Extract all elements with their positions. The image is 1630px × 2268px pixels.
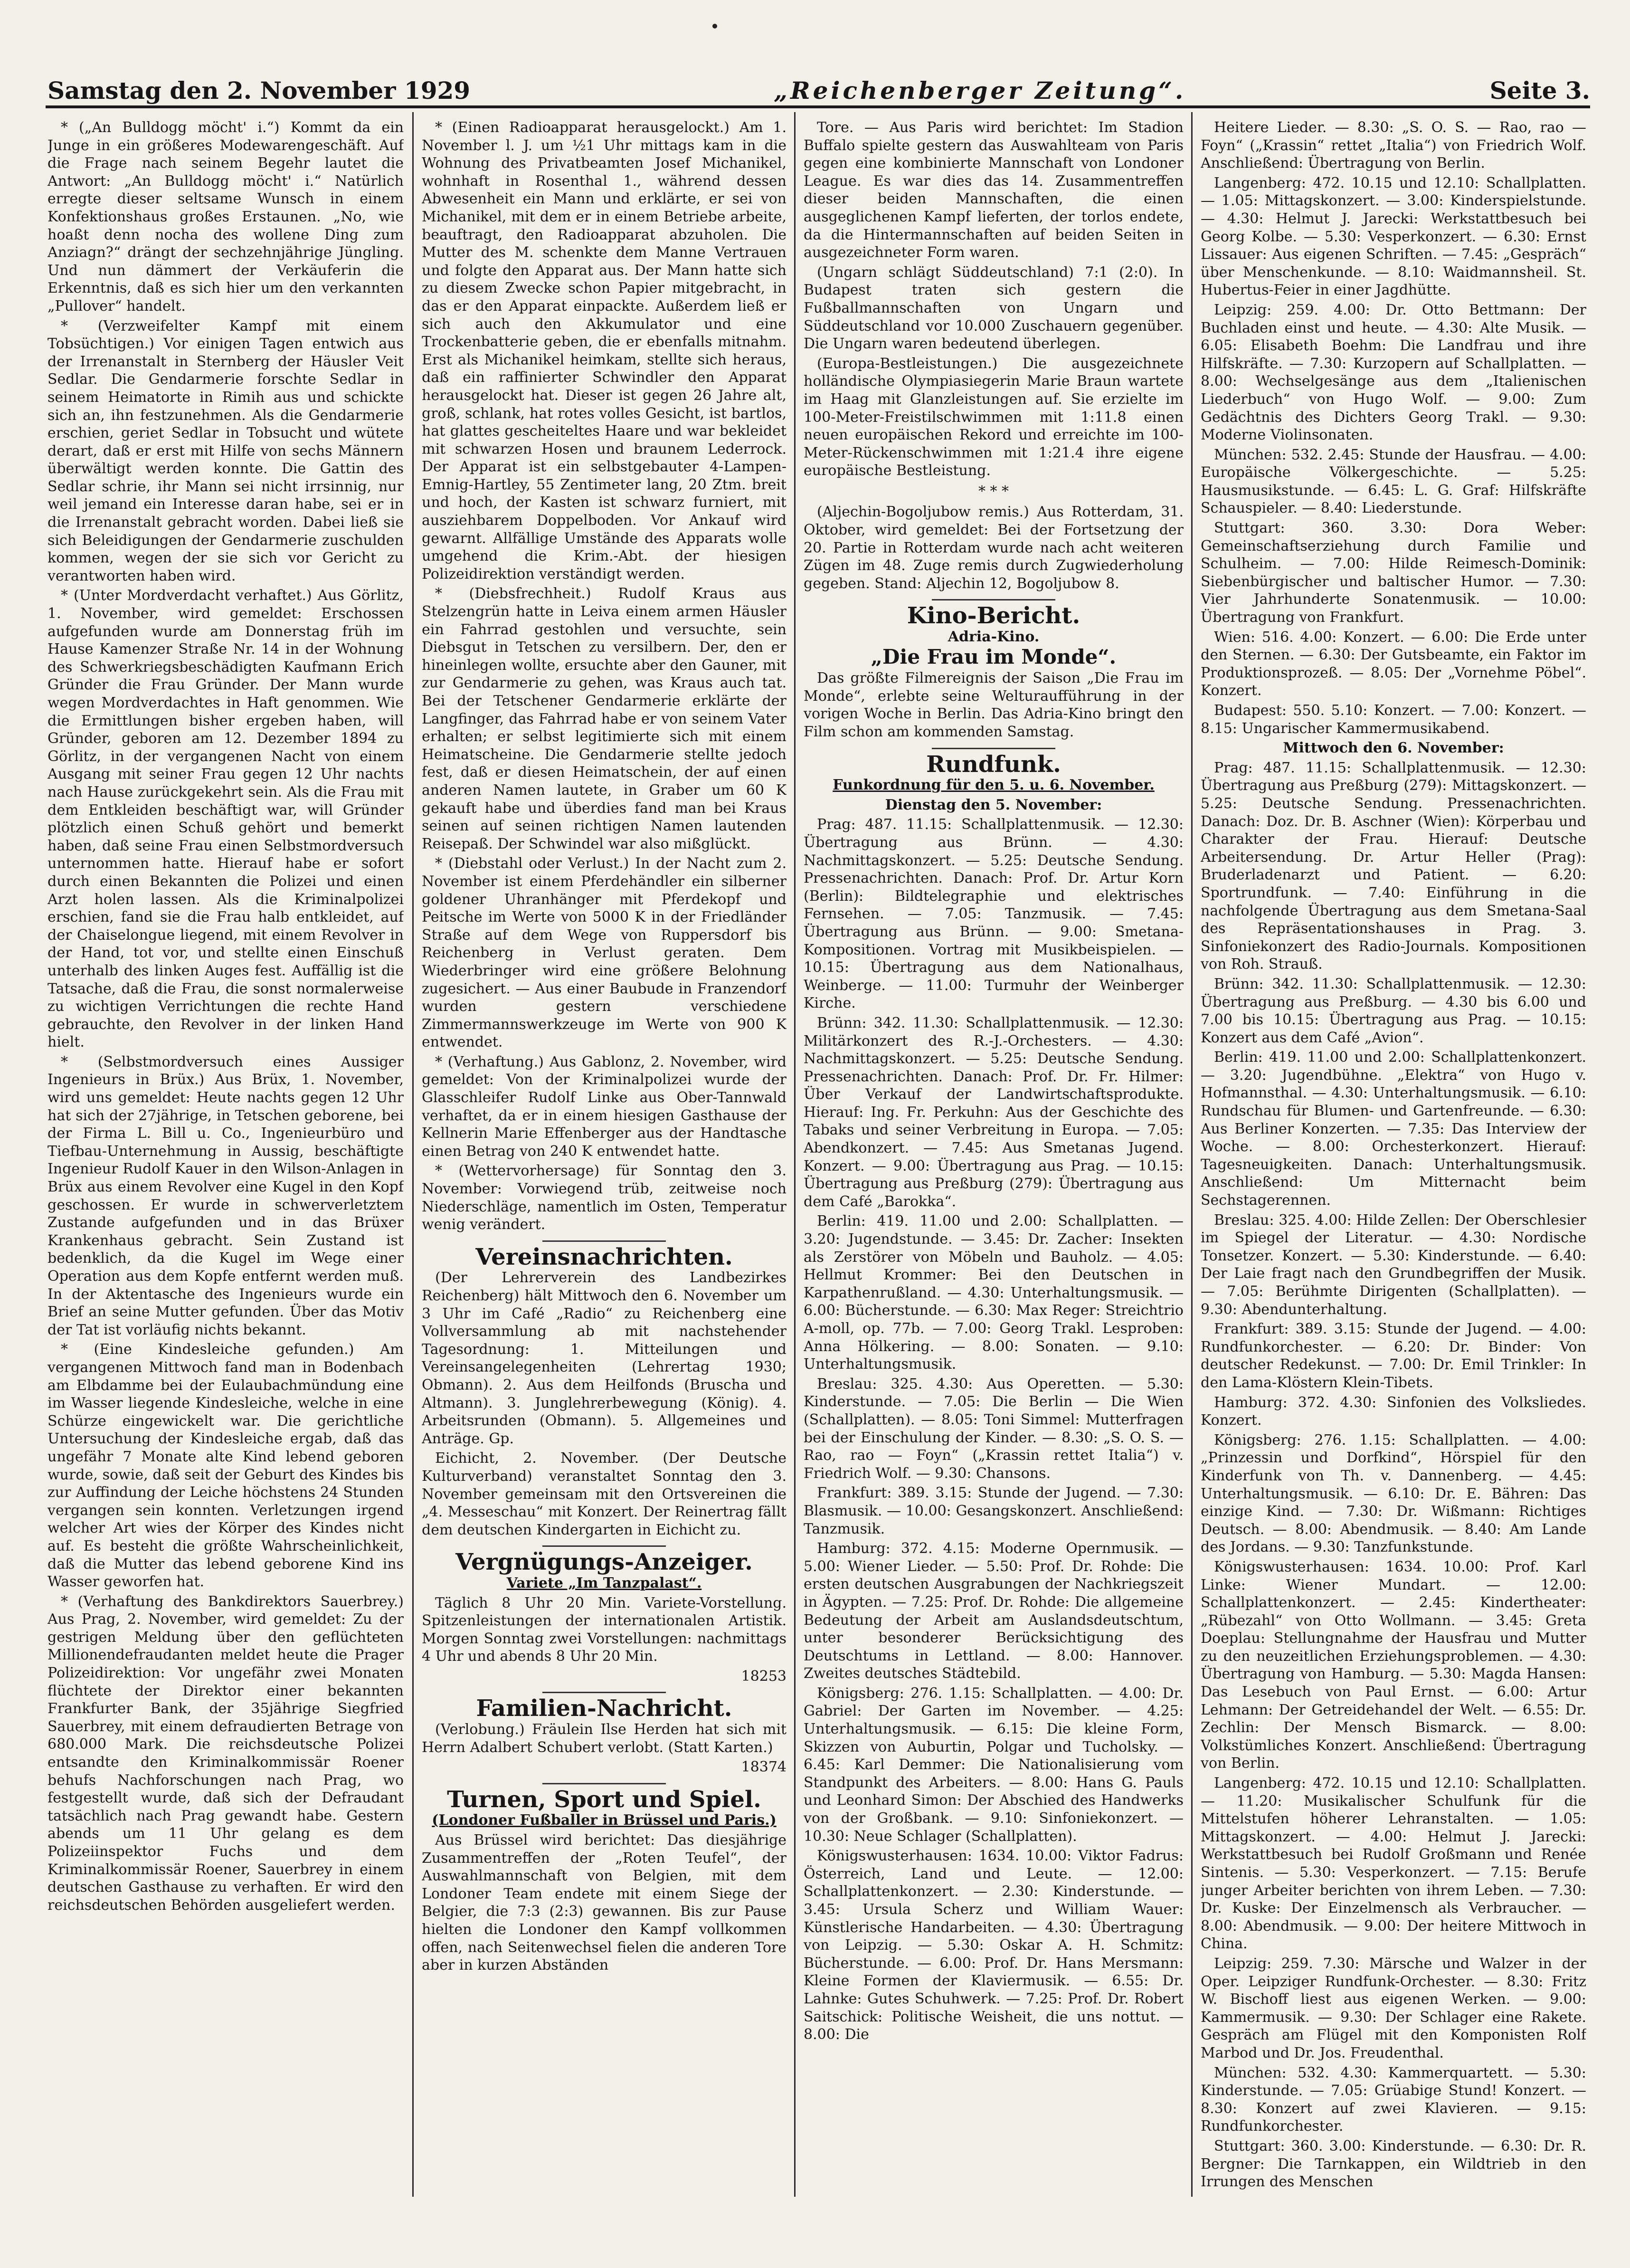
radio-station: Stuttgart: 360. 3.00: Kinderstunde. — 6.30: Dr. R. Bergner: Die Tarnkappen, ein Wildtrieb in den Irrungen des Menschen xyxy=(1201,2137,1586,2191)
article: * (Eine Kindesleiche gefunden.) Am vergangenen Mittwoch fand man in Bodenbach am Elbdamme bei der Eulaubachmündung eine im Wasser liegende Kindesleiche, welche in eine Schürze eingewickelt war. Die gerichtliche Untersuchung der Kindesleiche ergab, daß das ungefähr 7 Monate alte Kind lebend geboren wurde, sowie, daß seit der Geburt des Kindes bis zur Auffindung der Leiche höchstens 24 Stunden vergangen sein konnten. Verletzungen irgend welcher Art wies der Körper des Kindes nicht auf. Es besteht die größte Wahrscheinlichkeit, daß die Mutter das lebend geborene Kind ins Wasser geworfen hat. xyxy=(47,1341,404,1591)
header-rule xyxy=(46,105,1590,108)
radio-station: Hamburg: 372. 4.15: Moderne Opernmusik. — 5.00: Wiener Lieder. — 5.50: Prof. Dr. Rohde: Die ersten deutschen Ausgrabungen der Nachkriegszeit in Ägypten. — 7.25: Prof. Dr. Rohde: Die allgemeine Bedeutung der Arbeit am Auslandsdeutschtum, unter besonderer Berücksichtigung des Deutschtums in Lettland. — 8.00: Hannover. Zweites deutsches Städtebild. xyxy=(804,1540,1184,1682)
radio-station: Brünn: 342. 11.30: Schallplattenmusik. — 12.30: Militärkonzert des R.-J.-Orchesters. — 4.30: Nachmittagskonzert. — 5.25: Deutsche Sendung. Pressenachrichten. Danach: Prof. Dr. Fr. Hilmer: Über Verkauf der Landwirtschaftsprodukte. Hierauf: Ing. Fr. Perkuhn: Aus der Geschichte des Tabaks und seiner Verbreitung in Europa. — 7.05: Abendkonzert. — 7.45: Aus Smetanas Jugend. Konzert. — 9.00: Übertragung aus Prag. — 10.15: Übertragung aus Preßburg (279): Übertragung aus dem Café „Barokka“. xyxy=(804,1014,1184,1210)
rundfunk-day: Mittwoch den 6. November: xyxy=(1283,740,1504,757)
radio-station: Wien: 516. 4.00: Konzert. — 6.00: Die Erde unter den Sternen. — 6.30: Der Gutsbeamte, ein Faktor im Produktionsprozeß. — 8.05: Der „Vornehme Pöbel“. Konzert. xyxy=(1201,629,1586,699)
article: * (Verzweifelter Kampf mit einem Tobsüchtigen.) Vor einigen Tagen entwich aus der Irrenanstalt in Sternberg der Häusler Veit Sedlar. Die Gendarmerie forschte Sedlar in seinem Heimatorte in Rimih aus und schickte sich an, ihn festzunehmen. Als die Gendarmerie erschien, geriet Sedlar in Tobsucht und wütete derart, daß er erst mit Hilfe von sechs Männern überwältigt werden konnte. Die Gattin des Sedlar schrie, ihr Mann sei nicht irrsinnig, nur weil jemand ein Interesse daran habe, sei er in die Irrenanstalt gebracht worden. Dabei ließ sie sich Beleidigungen der Gendarmerie zuschulden kommen, wegen der sie sich vor Gericht zu verantworten haben wird. xyxy=(47,317,404,584)
radio-station: Brünn: 342. 11.30: Schallplattenmusik. — 12.30: Übertragung aus Preßburg. — 4.30 bis 6.00 und 7.00 bis 10.15: Übertragung aus Prag. — 10.15: Konzert aus dem Café „Avion“. xyxy=(1201,975,1586,1046)
radio-station: Prag: 487. 11.15: Schallplattenmusik. — 12.30: Übertragung aus Brünn. — 4.30: Nachmittagskonzert. — 5.25: Deutsche Sendung. Pressenachrichten. Danach: Prof. Dr. Artur Korn (Berlin): Bildtelegraphie und elektrisches Fernsehen. — 7.05: Tanzmusik. — 7.45: Übertragung aus Brünn. — 9.00: Smetana-Kompositionen. Vortrag mit Musikbeispielen. — 10.15: Übertragung aus dem Nationalhaus, Weinberge. — 11.00: Turmuhr der Weinberger Kirche. xyxy=(804,816,1184,1012)
radio-station: Heitere Lieder. — 8.30: „S. O. S. — Rao, rao — Foyn“ („Krassin“ rettet „Italia“) von Friedrich Wolf. Anschließend: Übertragung von Berlin. xyxy=(1201,119,1586,172)
column-2 xyxy=(422,119,787,2197)
radio-station: Langenberg: 472. 10.15 und 12.10: Schallplatten. — 1.05: Mittagskonzert. — 3.00: Kinderspielstunde. — 4.30: Helmut J. Jarecki: Werkstattbesuch bei Georg Kolbe. — 5.30: Vesperkonzert. — 6.30: Ernst Lissauer: Aus eigenen Schriften. — 7.45: „Gespräch“ über Menschenkunde. — 8.10: Waidmannsheil. St. Hubertus-Feier in einer Jagdhütte. xyxy=(1201,174,1586,299)
column-rule xyxy=(794,112,796,2197)
radio-station: Königsberg: 276. 1.15: Schallplatten. — 4.00: Dr. Gabriel: Der Garten im November. — 4.25: Unterhaltungsmusik. — 6.15: Die kleine Form, Skizzen von Auburtin, Polgar und Tucholsky. — 6.45: Karl Demmer: Die Nationalisierung vom Standpunkt des Arbeiters. — 8.00: Hans G. Pauls und Leonhard Simon: Der Abschied des Handwerks von der Großbank. — 9.10: Sinfoniekonzert. — 10.30: Neue Schlager (Schallplatten). xyxy=(804,1685,1184,1845)
article: Aus Brüssel wird berichtet: Das diesjährige Zusammentreffen der „Roten Teufel“, der Auswahlmannschaft von Belgien, mit dem Londoner Team endete mit einem Siege der Belgier, die 7:3 (2:3) gewannen. Bis zur Pause hielten die Londoner den Kampf vollkommen offen, nach Seitenwechsel fielen die anderen Tore aber in kurzen Abständen xyxy=(422,1832,787,1974)
section-title-familien-nachricht: Familien-Nachricht. xyxy=(476,1695,732,1722)
radio-station: Budapest: 550. 5.10: Konzert. — 7.00: Konzert. — 8.15: Ungarischer Kammermusikabend. xyxy=(1201,702,1586,737)
radio-station: Berlin: 419. 11.00 und 2.00: Schallplattenkonzert. — 3.20: Jugendbühne. „Elektra“ von Hugo v. Hofmannsthal. — 4.30: Unterhaltungsmusik. — 6.10: Rundschau für Blumen- und Gartenfreunde. — 6.30: Aus Berliner Konzerten. — 7.35: Das Interview der Woche. — 8.00: Orchesterkonzert. Hierauf: Tagesneuigkeiten. Danach: Unterhaltungsmusik. Anschließend: Um Mitternacht beim Sechstagerennen. xyxy=(1201,1049,1586,1209)
sport-subtitle: (Londoner Fußballer in Brüssel und Paris.) xyxy=(432,1812,777,1829)
radio-station: Langenberg: 472. 10.15 und 12.10: Schallplatten. — 11.20: Musikalischer Schulfunk für die Mittelstufen höherer Lehranstalten. — 1.05: Mittagskonzert. — 4.00: Helmut J. Jarecki: Werkstattbesuch bei Rudolf Großmann und Renée Sintenis. — 5.30: Vesperkonzert. — 7.15: Berufe junger Arbeiter berichten von ihrem Leben. — 7.30: Dr. Kuske: Der Einzelmensch als Verbraucher. — 8.00: Abendmusik. — 9.00: Der heitere Mittwoch in China. xyxy=(1201,1775,1586,1953)
radio-station: Frankfurt: 389. 3.15: Stunde der Jugend. — 7.30: Blasmusik. — 10.00: Gesangskonzert. Anschließend: Tanzmusik. xyxy=(804,1485,1184,1537)
article: * („An Bulldogg möcht' i.“) Kommt da ein Junge in ein größeres Modewarengeschäft. Auf die Frage nach seinem Begehr lautet die Antwort: „An Bulldogg möcht' i.“ Natürlich erregte dieser seltsame Wunsch in einem Konfektionshaus großes Erstaunen. „No, wie hoaßt denn nocha des wollene Ding zum Anziagn?“ drängt der sechzehnjährige Jüngling. Und nun dämmert der Verkäuferin die Erkenntnis, daß es sich hier um den verkannten „Pullover“ handelt. xyxy=(47,119,404,314)
separator-stars: * * * xyxy=(978,483,1009,500)
article: * (Diebstahl oder Verlust.) In der Nacht zum 2. November ist einem Pferdehändler ein silberner goldener Uhranhänger mit Pferdekopf und Peitsche im Werte von 5000 K in der Friedländer Straße auf dem Wege von Ruppersdorf bis Reichenberg in Verlust geraten. Dem Wiederbringer wird eine größere Belohnung zugesichert. — Aus einer Baubude in Franzendorf wurden gestern verschiedene Zimmermannswerkzeuge im Werte von 900 K entwendet. xyxy=(422,855,787,1051)
ad-number: 18253 xyxy=(741,1668,787,1685)
radio-station: Leipzig: 259. 7.30: Märsche und Walzer in der Oper. Leipziger Rundfunk-Orchester. — 8.30: Fritz W. Bischoff liest aus eigenen Werken. — 9.00: Kammermusik. — 9.30: Der Schlager eine Rakete. Gespräch am Flügel mit den Komponisten Rolf Marbod und Dr. Jos. Freudenthal. xyxy=(1201,1955,1586,2061)
page-header xyxy=(47,62,1590,105)
radio-station: Königsberg: 276. 1.15: Schallplatten. — 4.00: „Prinzessin und Dorfkind“, Hörspiel für den Kinderfunk von Th. v. Dannenberg. — 4.45: Unterhaltungsmusik. — 6.10: Dr. E. Bähren: Das einzige Kind. — 7.30: Dr. Wißmann: Richtiges Deutsch. — 8.00: Abendmusik. — 8.40: Am Lande des Jordans. — 9.30: Tanzfunkstunde. xyxy=(1201,1431,1586,1556)
radio-station: Berlin: 419. 11.00 und 2.00: Schallplatten. — 3.20: Jugendstunde. — 3.45: Dr. Zacher: Insekten als Zerstörer von Möbeln und Bauholz. — 4.05: Hellmut Krommer: Bei den Deutschen in Karpathenrußland. — 4.30: Unterhaltungsmusik. — 6.00: Bücherstunde. — 6.30: Max Reger: Streichtrio A-moll, op. 77b. — 7.00: Georg Trakl. Lesproben: Anna Hölkering. — 8.00: Sonaten. — 9.10: Unterhaltungsmusik. xyxy=(804,1213,1184,1373)
article: (Aljechin-Bogoljubow remis.) Aus Rotterdam, 31. Oktober, wird gemeldet: Bei der Fortsetzung der 20. Partie in Rotterdam wurde nach acht weiteren Zügen im 48. Zuge remis durch Zugwiederholung gegeben. Stand: Aljechin 12, Bogoljubow 8. xyxy=(804,504,1184,592)
radio-station: Hamburg: 372. 4.30: Sinfonien des Volksliedes. Konzert. xyxy=(1201,1394,1586,1429)
article: * (Verhaftung.) Aus Gablonz, 2. November, wird gemeldet: Von der Kriminalpolizei wurde der Glasschleifer Rudolf Linke aus Ober-Tannwald verhaftet, da er in einem hiesigen Gasthause der Kellnerin Marie Effenberger aus der Handtasche einen Betrag von 240 K entwendet hatte. xyxy=(422,1053,787,1160)
section-title-vereinsnachrichten: Vereinsnachrichten. xyxy=(475,1243,733,1270)
article: Eichicht, 2. November. (Der Deutsche Kulturverband) veranstaltet Sonntag den 3. November gemeinsam mit den Ortsvereinen die „4. Messeschau“ mit Konzert. Der Reinertrag fällt dem deutschen Kindergarten in Eichicht zu. xyxy=(422,1450,787,1538)
article: (Europa-Bestleistungen.) Die ausgezeichnete holländische Olympiasiegerin Marie Braun wartete im Haag mit Glanzleistungen auf. Sie erzielte im 100-Meter-Freistilschwimmen mit 1:11.8 einen neuen europäischen Rekord und erreichte im 100-Meter-Rückenschwimmen mit 1:21.4 ihre eigene europäische Bestleistung. xyxy=(804,355,1184,479)
header-date: Samstag den 2. November 1929 xyxy=(47,76,471,105)
section-rule xyxy=(932,748,1055,749)
article: (Ungarn schlägt Süddeutschland) 7:1 (2:0). In Budapest traten sich gestern die Fußballmannschaften von Ungarn und Süddeutschland vor 10.000 Zuschauern gegenüber. Die Ungarn waren bedeutend überlegen. xyxy=(804,264,1184,353)
family-notice: (Verlobung.) Fräulein Ilse Herden hat sich mit Herrn Adalbert Schubert verlobt. (Statt Karten.) xyxy=(422,1721,787,1756)
article: * (Wettervorhersage) für Sonntag den 3. November: Vorwiegend trüb, zeitweise noch Niederschläge, namentlich im Osten, Temperatur wenig verändert. xyxy=(422,1163,787,1233)
rundfunk-subtitle: Funkordnung für den 5. u. 6. November. xyxy=(833,777,1155,794)
ad-number: 18374 xyxy=(741,1759,787,1776)
section-rule xyxy=(542,1545,666,1547)
radio-station: Königswusterhausen: 1634. 10.00: Viktor Fadrus: Österreich, Land und Leute. — 12.00: Schallplattenkonzert. — 2.30: Kinderstunde. — 3.45: Ursula Scherz und William Wauer: Künstlerische Handarbeiten. — 4.30: Übertragung von Leipzig. — 5.30: Oskar A. H. Schmitz: Bücherstunde. — 6.00: Prof. Dr. Hans Mersmann: Kleine Formen der Klaviermusik. — 6.55: Dr. Lahnke: Gutes Schuhwerk. — 7.25: Prof. Dr. Robert Saitschick: Politische Weisheit, die uns nottut. — 8.00: Die xyxy=(804,1848,1184,2043)
article: * (Diebsfrechheit.) Rudolf Kraus aus Stelzengrün hatte in Leiva einem armen Häusler ein Fahrrad gestohlen und versuchte, sein Diebsgut in Tetschen zu versilbern. Der, den er hineinlegen wollte, ersuchte aber den Gauner, mit zur Gendarmerie zu gehen, was Kraus auch tat. Bei der Tetschener Gendarmerie erklärte der Langfinger, das Fahrrad habe er von seinem Vater erhalten; er selbst legitimierte sich mit einem Heimatscheine. Die Gendarmerie stellte jedoch fest, daß er diesen Heimatschein, der auf einen anderen Namen lautete, in Graber um 60 K gekauft habe und überdies fand man bei Kraus seinen auf seinen richtigen Namen lautenden Reisepaß. Der Schwindel war also mißglückt. xyxy=(422,585,787,852)
rundfunk-day: Dienstag den 5. November: xyxy=(885,796,1102,813)
kino-film-title: „Die Frau im Monde“. xyxy=(871,645,1117,668)
article: * (Einen Radioapparat herausgelockt.) Am 1. November l. J. um ½1 Uhr mittags kam in die Wohnung des Privatbeamten Josef Michanikel, wohnhaft in Rosenthal 1., während dessen Abwesenheit ein Mann und erklärte, er sei von Michanikel, mit dem er in einem Betriebe arbeite, beauftragt, den Radioapparat abzuholen. Die Mutter des M. schenkte dem Manne Vertrauen und folgte den Apparat aus. Der Mann hatte sich zu diesem Zwecke schon Papier mitgebracht, in das er den Apparat einpackte. Außerdem ließ er sich auch den Akkumulator und eine Trockenbatterie geben, die er ebenfalls mitnahm. Erst als Michanikel heimkam, stellte sich heraus, daß ein raffinierter Schwindler den Apparat herausgelockt hat. Dieser ist gegen 26 Jahre alt, groß, schlank, hat rotes volles Gesicht, ist bartlos, hat glattes gescheiteltes Haare und war bekleidet mit schwarzen Hosen und braunem Lederrock. Der Apparat ist ein selbstgebauter 4-Lampen-Emnig-Hartley, 55 Zentimeter lang, 20 Ztm. breit und hoch, der Kasten ist schwarz furniert, mit ausziehbarem Doppelboden. Vor Ankauf wird gewarnt. Allfällige Umstände des Apparats wolle umgehend die Krim.-Abt. der hiesigen Polizeidirektion verständigt werden. xyxy=(422,119,787,582)
article: Das größte Filmereignis der Saison „Die Frau im Monde“, erlebte seine Welturaufführung in der vorigen Woche in Berlin. Das Adria-Kino bringt den Film schon am kommenden Samstag. xyxy=(804,670,1184,740)
section-title-vergnuegungs-anzeiger: Vergnügungs-Anzeiger. xyxy=(455,1549,753,1576)
article: * (Selbstmordversuch eines Aussiger Ingenieurs in Brüx.) Aus Brüx, 1. November, wird uns gemeldet: Heute nachts gegen 12 Uhr hat sich der 27jährige, in Tetschen geborene, bei der Firma L. Bill u. Co., Ingenieurbüro und Tiefbau-Unternehmung in Aussig, beschäftigte Ingenieur Rudolf Kauer in den Wilson-Anlagen in Brüx aus einem Revolver eine Kugel in den Kopf geschossen. Er wurde in schwerverletztem Zustande aufgefunden und in das Brüxer Krankenhaus gebracht. Sein Zustand ist bedenklich, da die Kugel im Wege einer Operation aus dem Kopfe entfernt werden muß. In der Aktentasche des Ingenieurs wurde ein Brief an seine Mutter gefunden. Über das Motiv der Tat ist vorläufig nichts bekannt. xyxy=(47,1053,404,1338)
radio-station: Königswusterhausen: 1634. 10.00: Prof. Karl Linke: Wiener Mundart. — 12.00: Schallplattenkonzert. — 2.45: Kindertheater: „Rübezahl“ von Otto Wollmann. — 3.45: Greta Doeplau: Stellungnahme der Hausfrau und Mutter zu den neuzeitlichen Erziehungsproblemen. — 4.30: Übertragung von Hamburg. — 5.30: Magda Hansen: Das Lesebuch von Paul Ernst. — 6.00: Artur Lehmann: Der Getreidehandel der Welt. — 6.55: Dr. Zechlin: Der Mensch Bismarck. — 8.00: Volkstümliches Konzert. Anschließend: Übertragung von Berlin. xyxy=(1201,1558,1586,1772)
kino-subtitle: Adria-Kino. xyxy=(948,629,1040,646)
header-newspaper: „Reichenberger Zeitung“. xyxy=(774,76,1186,105)
section-rule xyxy=(542,1692,666,1693)
radio-station: Leipzig: 259. 4.00: Dr. Otto Bettmann: Der Buchladen einst und heute. — 4.30: Alte Musik. — 6.05: Elisabeth Boehm: Die Landfrau und ihre Hilfskräfte. — 7.30: Kurzopern auf Schallplatten. — 8.00: Wechselgesänge aus dem „Italienischen Liederbuch“ von Hugo Wolf. — 9.00: Zum Gedächtnis des Dichters Georg Trakl. — 9.30: Moderne Violinsonaten. xyxy=(1201,301,1586,444)
radio-station: Stuttgart: 360. 3.30: Dora Weber: Gemeinschaftserziehung durch Familie und Schulheim. — 7.00: Hilde Reimesch-Dominik: Siebenbürgischer und baltischer Humor. — 7.30: Vier Jahrhunderte Sonatenmusik. — 10.00: Übertragung von Frankfurt. xyxy=(1201,520,1586,626)
section-rule xyxy=(542,1783,666,1784)
ad-text: Täglich 8 Uhr 20 Min. Variete-Vorstellung. Spitzenleistungen der internationalen Artistik. Morgen Sonntag zwei Vorstellungen: nachmittags 4 Uhr und abends 8 Uhr 20 Min. xyxy=(422,1594,787,1665)
print-dot xyxy=(712,24,717,29)
header-page-number: Seite 3. xyxy=(1489,76,1590,105)
radio-station: Breslau: 325. 4.00: Hilde Zellen: Der Oberschlesier im Spiegel der Literatur. — 4.30: Nordische Tonsetzer. Konzert. — 5.30: Kinderstunde. — 6.40: Der Laie fragt nach den Grundbegriffen der Musik. — 7.05: Berühmte Dirigenten (Schallplatten). — 9.30: Abendunterhaltung. xyxy=(1201,1211,1586,1318)
article: * (Verhaftung des Bankdirektors Sauerbrey.) Aus Prag, 2. November, wird gemeldet: Zu der gestrigen Meldung über den geflüchteten Millionendefraudanten meldet heute die Prager Polizeidirektion: Vor ungefähr zwei Monaten flüchtete der Direktor einer bekannten Frankfurter Bank, der 35jährige Siegfried Sauerbrey, mit einem defraudierten Betrage von 680.000 Mark. Die reichsdeutsche Polizei entsandte den Kriminalkommissär Roener behufs Nachforschungen nach Prag, wo festgestellt wurde, daß sich der Defraudant tatsächlich nach Prag gewandt habe. Gestern abends um 11 Uhr gelang es dem Polizeiinspektor Fuchs und dem Kriminalkommissär Roener, Sauerbrey in einem deutschen Gasthause zu verhaften. Er wird den reichsdeutschen Behörden ausgeliefert werden. xyxy=(47,1593,404,1914)
radio-station: Frankfurt: 389. 3.15: Stunde der Jugend. — 4.00: Rundfunkorchester. — 6.20: Dr. Binder: Von deutscher Redekunst. — 7.00: Dr. Emil Trinkler: In den Lama-Klöstern Klein-Tibets. xyxy=(1201,1321,1586,1391)
section-title-kino: Kino-Bericht. xyxy=(907,602,1080,629)
radio-station: München: 532. 2.45: Stunde der Hausfrau. — 4.00: Europäische Völkergeschichte. — 5.25: Hausmusikstunde. — 6.45: L. G. Graf: Hilfskräfte Schauspieler. — 8.40: Liederstunde. xyxy=(1201,446,1586,517)
column-4 xyxy=(1201,119,1586,2197)
column-rule xyxy=(412,112,414,2197)
article: (Der Lehrerverein des Landbezirkes Reichenberg) hält Mittwoch den 6. November um 3 Uhr im Café „Radio“ zu Reichenberg eine Vollversammlung ab mit nachstehender Tagesordnung: 1. Mitteilungen und Vereinsangelegenheiten (Lehrertag 1930; Obmann). 2. Aus dem Heilfonds (Bruscha und Altmann). 3. Junglehrerbewegung (König). 4. Arbeitsrunden (Obmann). 5. Allgemeines und Anträge. Gp. xyxy=(422,1269,787,1447)
radio-station: Prag: 487. 11.15: Schallplattenmusik. — 12.30: Übertragung aus Preßburg (279): Mittagskonzert. — 5.25: Deutsche Sendung. Pressenachrichten. Danach: Doz. Dr. B. Aschner (Wien): Körperbau und Charakter der Frau. Hierauf: Deutsche Arbeitersendung. Dr. Artur Heller (Prag): Bruderladenarzt und Patient. — 6.20: Sportrundfunk. — 7.40: Einführung in die nachfolgende Übertragung aus dem Smetana-Saal des Repräsentationshauses in Prag. 3. Sinfoniekonzert des Radio-Journals. Kompositionen von Roh. Strauß. xyxy=(1201,759,1586,973)
column-1 xyxy=(47,119,404,2197)
section-title-sport: Turnen, Sport und Spiel. xyxy=(447,1786,761,1813)
radio-station: München: 532. 4.30: Kammerquartett. — 5.30: Kinderstunde. — 7.05: Grüabige Stund! Konzert. — 8.30: Konzert auf zwei Klavieren. — 9.15: Rundfunkorchester. xyxy=(1201,2064,1586,2135)
article: * (Unter Mordverdacht verhaftet.) Aus Görlitz, 1. November, wird gemeldet: Erschossen aufgefunden wurde am Donnerstag früh im Hause Kamenzer Straße Nr. 14 in der Wohnung des Schwerkriegsbeschädigten Kaufmann Erich Gründer die Frau Gründer. Der Mann wurde wegen Mordverdachtes in Haft genommen. Wie die Ermittlungen bisher ergeben haben, will Gründer, geboren am 12. Dezember 1894 zu Görlitz, in der vergangenen Nacht von einem Ausgang mit seiner Frau gegen 12 Uhr nachts nach Hause zurückgekehrt sein. Als die Frau mit dem Entkleiden beschäftigt war, will Gründer plötzlich einen Schuß gehört und bemerkt haben, daß seine Frau einen Selbstmordversuch unternommen hatte. Hierauf habe er sofort durch einen Bekannten die Polizei und einen Arzt holen lassen. Als die Kriminalpolizei erschien, fand sie die Frau halb entkleidet, auf der Chaiselongue liegend, mit einem Revolver in der Hand, tot vor, und stellte einen Einschuß unterhalb des linken Auges fest. Auffällig ist die Tatsache, daß die Frau, die sonst normalerweise zu wichtigen Verrichtungen die rechte Hand gebrauchte, den Revolver in der linken Hand hielt. xyxy=(47,587,404,1051)
section-rule xyxy=(932,599,1055,600)
section-title-rundfunk: Rundfunk. xyxy=(926,751,1061,778)
article: Tore. — Aus Paris wird berichtet: Im Stadion Buffalo spielte gestern das Auswahlteam von Paris gegen eine kombinierte Mannschaft von Londoner League. Es war dies das 14. Zusammentreffen dieser beiden Mannschaften, die einen ausgeglichenen Kampf lieferten, der torlos endete, da die Hintermannschaften auf beiden Seiten in ausgezeichneter Form waren. xyxy=(804,119,1184,261)
vergnuegung-subtitle: Variete „Im Tanzpalast“. xyxy=(506,1574,702,1591)
column-3 xyxy=(804,119,1184,2197)
radio-station: Breslau: 325. 4.30: Aus Operetten. — 5.30: Kinderstunde. — 7.05: Die Berlin — Die Wien (Schallplatten). — 8.05: Toni Simmel: Mutterfragen bei der Einschulung der Kinder. — 8.30: „S. O. S. — Rao, rao — Foyn“ („Krassin rettet Italia“) v. Friedrich Wolf. — 9.30: Chansons. xyxy=(804,1375,1184,1482)
column-rule xyxy=(1191,112,1193,2197)
section-rule xyxy=(542,1240,666,1242)
